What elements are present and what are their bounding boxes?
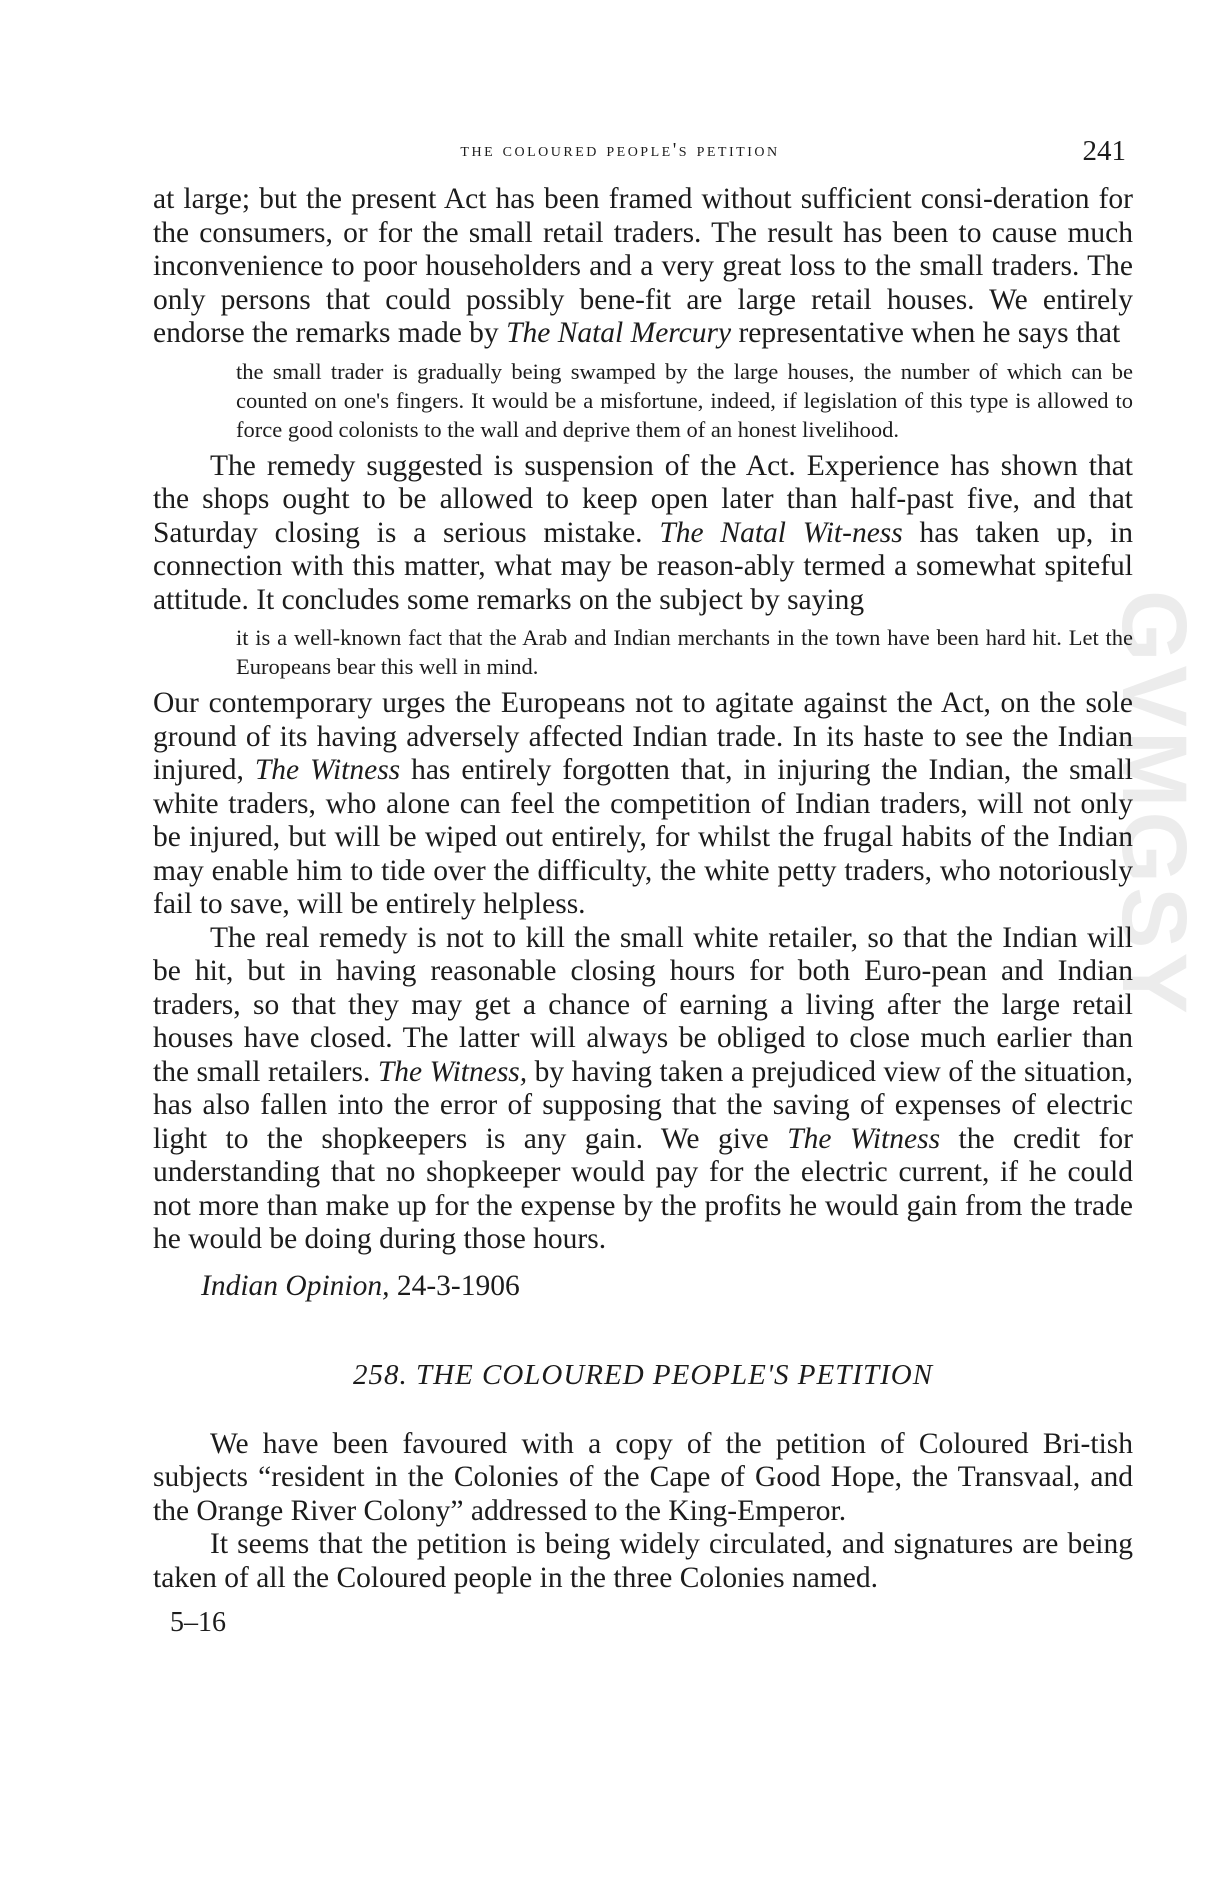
paragraph: We have been favoured with a copy of the petition of Coloured Bri-tish subjects “resident in the Colonies of the Cape of Good Hope, the Transvaal, and the Orange River Colony” addressed to the King-Emperor. — [153, 1427, 1133, 1527]
newspaper-title: The Witness — [254, 754, 401, 786]
citation-date: 24-3-1906 — [389, 1269, 520, 1302]
paragraph: It seems that the petition is being widely circulated, and signatures are being taken of all the Coloured people in the three Colonies named. — [153, 1528, 1133, 1594]
paragraph-text: the credit for understanding that no shopkeeper would pay for the electric current, if he could not more than make up for the expense by the profits he would gain from the trade he would be doing during those hours. — [153, 1122, 1133, 1255]
paragraph-text: The real remedy is not to kill the small white retailer, so that the Indian will be hit, but in having reasonable closing hours for both Euro-pean and Indian traders, so that they may get a chance of earning a living after the large retail houses have closed. The latter will always be obliged to close much earlier than the small retailers. — [153, 921, 1133, 1088]
paragraph-text: at large; but the present Act has been framed without sufficient consi-deration for the consumers, or for the small retail traders. The result has been to cause much inconvenience to poor householders and a very great loss to the small traders. The only persons that could possibly bene-fit are large retail houses. We entirely endorse the remarks made by — [153, 183, 1133, 349]
signature-mark: 5–16 — [170, 1607, 226, 1638]
citation-source: Indian Opinion, — [201, 1269, 390, 1302]
paragraph-continued — [153, 183, 1133, 351]
library-watermark: GVMGSY — [1103, 590, 1205, 1018]
newspaper-title: The Witness, — [377, 1055, 528, 1088]
paragraph — [153, 922, 1133, 1257]
paragraph-text: has entirely forgotten that, in injuring the Indian, the small white traders, who alone can feel the competition of Indian traders, will not only be injured, but will be wiped out entirely, for whilst the frugal habits of the Indian may enable him to tide over the difficulty, the white petty traders, who notoriously fail to save, will be entirely helpless. — [153, 754, 1133, 920]
newspaper-title: The Natal Mercury — [506, 317, 732, 349]
newspaper-title: The Natal Wit-ness — [659, 516, 903, 549]
block-quote: it is a well-known fact that the Arab and Indian merchants in the town have been hard hit. Let the Europeans bear this well in mind. — [236, 625, 1133, 679]
paragraph-text: Our contemporary urges the Europeans not to agitate against the Act, on the sole ground of its having adversely affected Indian trade. In its haste to see the Indian injured, — [153, 687, 1133, 786]
page-body — [153, 183, 1133, 1639]
paragraph-text: The remedy suggested is suspension of the Act. Experience has shown that the shops ought to be allowed to keep open later than half-past five, and that Saturday closing is a serious mistake. — [153, 449, 1133, 549]
running-title: the coloured people's petition — [460, 139, 780, 161]
section-heading: 258. THE COLOURED PEOPLE'S PETITION — [352, 1358, 934, 1391]
source-citation — [201, 1269, 1133, 1303]
running-header — [0, 135, 1229, 169]
paragraph-text: by having taken a prejudiced view of the situation, has also fallen into the error of supposing that the saving of expenses of electric light to the shopkeepers is any gain. We give — [153, 1055, 1134, 1155]
paragraph-text: representative when he says that — [731, 317, 1121, 349]
page-number: 241 — [1082, 135, 1126, 167]
paragraph-text: has taken up, in connection with this matter, what may be reason-ably termed a somewhat spiteful attitude. It concludes some remarks on the subject by saying — [153, 516, 1133, 616]
newspaper-title: The Witness — [787, 1122, 941, 1155]
paragraph — [153, 450, 1133, 618]
paragraph — [153, 687, 1133, 922]
block-quote: the small trader is gradually being swamped by the large houses, the number of which can be counted on one's fingers. It would be a misfortune, indeed, if legislation of this type is allowed to force good colonists to the wall and deprive them of an honest livelihood. — [236, 358, 1133, 442]
